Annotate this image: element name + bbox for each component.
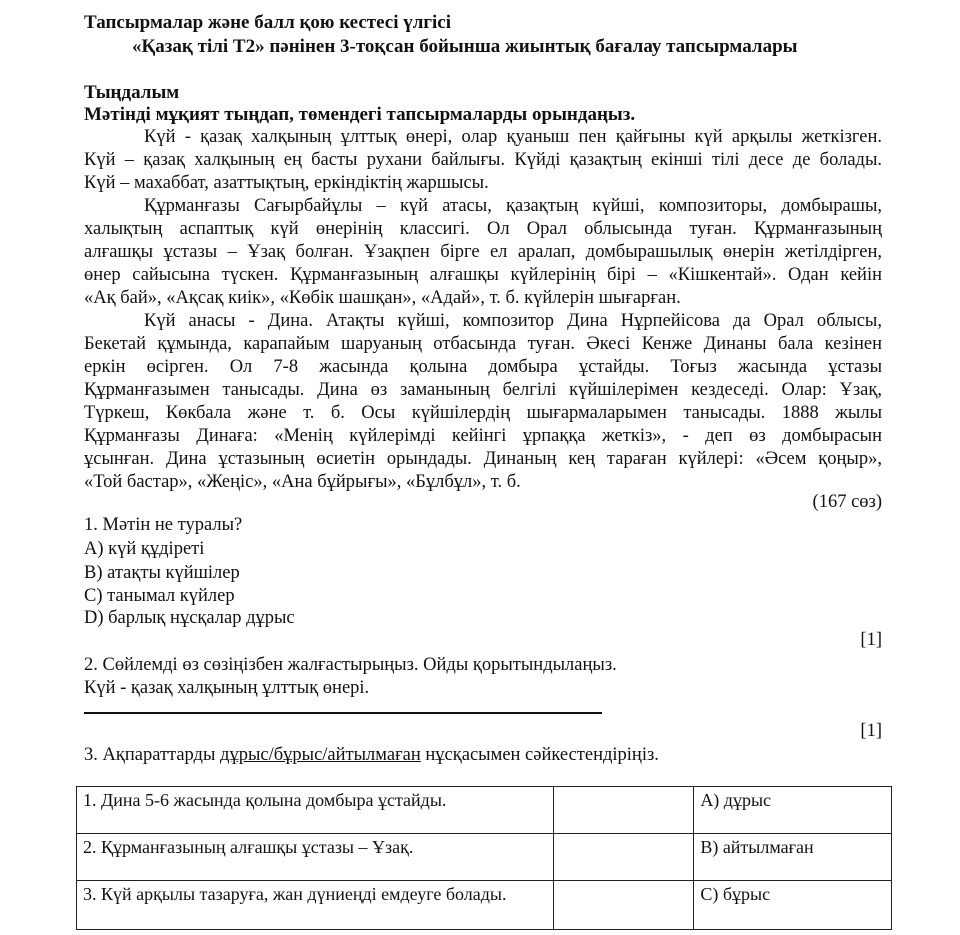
text-line: Құрманғазы Динаға: «Менің күйлерімді кейінгі ұрпаққа жеткіз», - деп өз домбырасын xyxy=(84,426,882,446)
text-line: Құрманғазымен танысады. Дина өз заманының белгілі күйшілерімен кездеседі. Олар: Ұзақ, xyxy=(84,380,882,400)
q2-prompt: Күй - қазақ халқының ұлттық өнері. xyxy=(84,678,370,698)
q1-score-mark: [1] xyxy=(860,630,882,650)
header-title: Тапсырмалар және балл қою кестесі үлгісі xyxy=(84,12,452,33)
table-row xyxy=(77,834,892,881)
table-row xyxy=(77,881,892,930)
answer-cell: C) бұрыс xyxy=(694,881,892,930)
text-line: «Той бастар», «Жеңіс», «Ана бұйрығы», «Бұлбұл», т. б. xyxy=(84,472,521,492)
statement-cell: 3. Күй арқылы тазаруға, жан дүниеңді емдеуге болады. xyxy=(77,881,554,930)
word-count: (167 сөз) xyxy=(812,492,882,512)
text-line: Күй - қазақ халқының ұлттық өнері, олар қуаныш пен қайғыны күй арқылы жеткізген. xyxy=(144,127,882,147)
question-1: 1. Мәтін не туралы? xyxy=(84,515,243,535)
statement-cell: 2. Құрманғазының алғашқы ұстазы – Ұзақ. xyxy=(77,834,554,881)
header-subtitle: «Қазақ тілі Т2» пәнінен 3-тоқсан бойынша жиынтық бағалау тапсырмалары xyxy=(132,36,798,57)
answer-cell: A) дұрыс xyxy=(694,787,892,834)
text-line: Бекетай құмында, карапайым шаруаның отбасында туған. Әкесі Кенже Динаны бала кезінен xyxy=(84,334,882,354)
question-2: 2. Сөйлемді өз сөзіңізбен жалғастырыңыз. Ойды қорытындылаңыз. xyxy=(84,655,617,675)
text-line: Күй – қазақ халқының ең басты рухани байлығы. Күйді қазақтың екінші тілі десе де болады. xyxy=(84,150,882,170)
question-3 xyxy=(84,744,659,766)
table-row xyxy=(77,787,892,834)
q1-option-c: C) танымал күйлер xyxy=(84,586,235,606)
text-line: алғашқы ұстазы – Ұзақ болған. Ұзақпен бірге ел аралап, домбырашылық өнерін жетілдірген, xyxy=(84,242,882,262)
text-line: өнер сайысына түскен. Құрманғазының алғашқы күйлерінің бірі – «Кішкентай». Одан кейін xyxy=(84,265,882,285)
text-line: халықтың аспаптық күй өнерінің классигі. Ол Орал облысында туған. Құрманғазының xyxy=(84,219,882,239)
text-line: «Ақ бай», «Ақсақ киік», «Көбік шашқан», «Адай», т. б. күйлерін шығарған. xyxy=(84,288,681,308)
blank-cell[interactable] xyxy=(553,881,694,930)
text-line: Күй анасы - Дина. Атақты күйші, композитор Дина Нұрпейісова да Орал облысы, xyxy=(144,311,882,331)
q3-question-suffix: нұсқасымен сәйкестендіріңіз. xyxy=(420,745,659,765)
blank-cell[interactable] xyxy=(553,787,694,834)
answer-cell: B) айтылмаған xyxy=(694,834,892,881)
text-line: еркін өсірген. Ол 7-8 жасында қолына домбыра ұстайды. Тоғыз жасында ұстазы xyxy=(84,357,882,377)
text-line: ұсынған. Дина ұстазының өсиетін орындады. Динаның кең тараған күйлері: «Әсем қоңыр», xyxy=(84,449,882,469)
q1-option-b: B) атақты күйшілер xyxy=(84,563,240,583)
statement-cell: 1. Дина 5-6 жасында қолына домбыра ұстайды. xyxy=(77,787,554,834)
section-instruction: Мәтінді мұқият тыңдап, төмендегі тапсырмаларды орындаңыз. xyxy=(84,104,636,125)
section-title: Тыңдалым xyxy=(84,82,180,103)
blank-cell[interactable] xyxy=(553,834,694,881)
text-line: Күй – махаббат, азаттықтың, еркіндіктің жаршысы. xyxy=(84,173,489,193)
q3-question-underlined: дұрыс/бұрыс/айтылмаған xyxy=(220,745,421,765)
text-line: Құрманғазы Сағырбайұлы – күй атасы, қазақтың күйші, композиторы, домбырашы, xyxy=(144,196,882,216)
q2-score-mark: [1] xyxy=(860,721,882,741)
answer-line[interactable] xyxy=(84,712,602,714)
matching-table xyxy=(76,786,892,930)
q3-question-prefix: 3. Ақпараттарды xyxy=(84,745,221,765)
q1-option-a: A) күй құдіреті xyxy=(84,539,205,559)
q1-option-d: D) барлық нұсқалар дұрыс xyxy=(84,608,295,628)
text-line: Түркеш, Көкбала және т. б. Осы күйшілердің шығармаларымен танысады. 1888 жылы xyxy=(84,403,882,423)
